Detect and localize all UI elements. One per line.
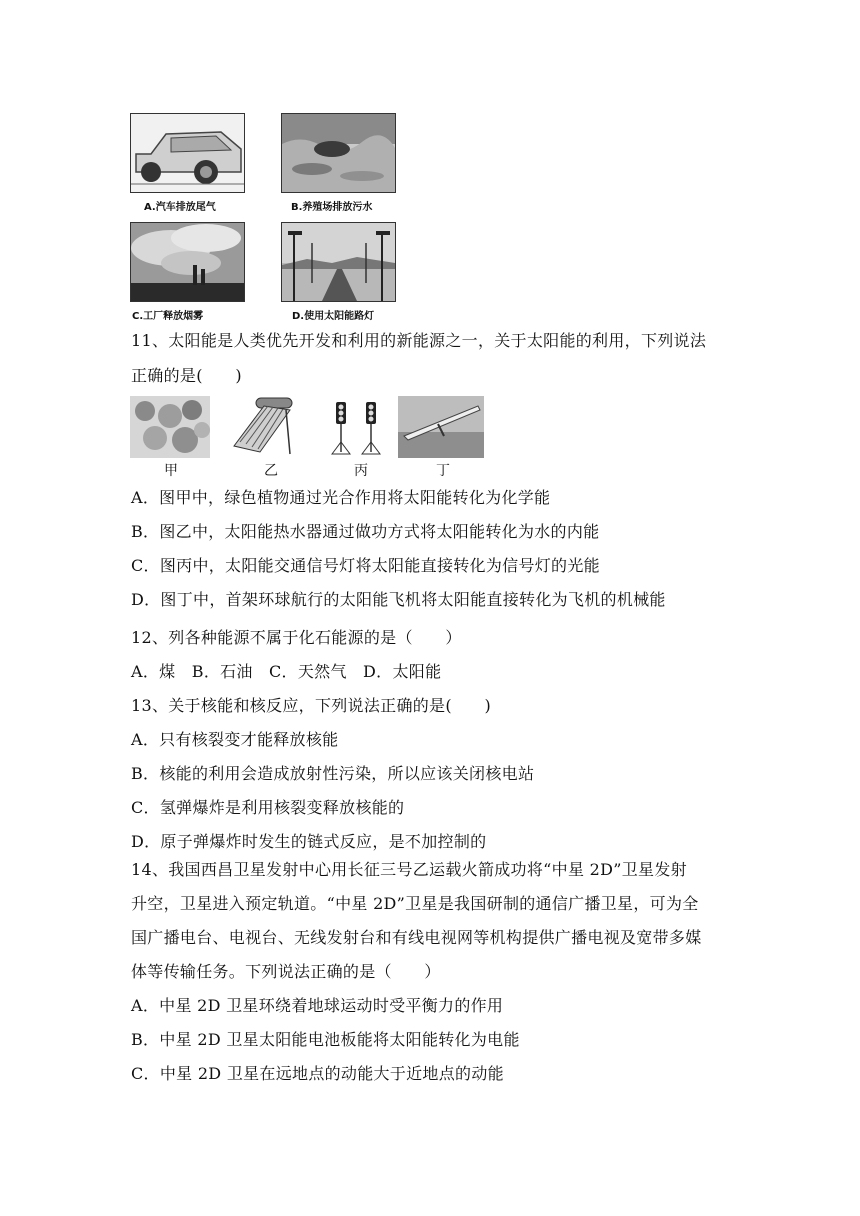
figure-caption: D.使用太阳能路灯 <box>292 311 375 322</box>
figure-car-exhaust <box>130 113 245 213</box>
q11-image-label: 乙 <box>264 463 278 479</box>
q14-option-c: C．中星 2D 卫星在远地点的动能大于近地点的动能 <box>131 1064 504 1083</box>
q14-option-b: B．中星 2D 卫星太阳能电池板能将太阳能转化为电能 <box>131 1030 520 1049</box>
q11-image-label: 甲 <box>164 463 178 479</box>
q12-stem: 12、列各种能源不属于化石能源的是（ ） <box>131 628 462 647</box>
q14-stem-line3: 国广播电台、电视台、无线发射台和有线电视网等机构提供广播电视及宽带多媒 <box>131 928 702 947</box>
q11-option-d: D．图丁中，首架环球航行的太阳能飞机将太阳能直接转化为飞机的机械能 <box>131 590 666 609</box>
q11-stem-line2: 正确的是( ) <box>131 366 242 385</box>
figure-caption: C.工厂释放烟雾 <box>132 311 204 322</box>
q11-option-a: A．图甲中，绿色植物通过光合作用将太阳能转化为化学能 <box>131 488 551 507</box>
green-plants-icon <box>130 396 210 458</box>
q11-option-b: B．图乙中，太阳能热水器通过做功方式将太阳能转化为水的内能 <box>131 522 600 541</box>
q13-option-c: C．氢弹爆炸是利用核裂变释放核能的 <box>131 798 405 817</box>
solar-water-heater-icon <box>230 396 294 458</box>
q14-stem-line1: 14、我国西昌卫星发射中心用长征三号乙运载火箭成功将“中星 2D”卫星发射 <box>131 860 687 879</box>
q11-figure-row <box>130 396 490 480</box>
q11-option-c: C．图丙中，太阳能交通信号灯将太阳能直接转化为信号灯的光能 <box>131 556 600 575</box>
car-icon <box>130 113 245 193</box>
figure-caption: A.汽车排放尾气 <box>144 202 216 213</box>
solar-streetlight-icon <box>281 222 396 302</box>
q13-option-d: D．原子弹爆炸时发生的链式反应，是不加控制的 <box>131 832 487 851</box>
figure-caption: B.养殖场排放污水 <box>291 202 373 213</box>
figure-factory-smoke <box>130 222 245 322</box>
q14-stem-line4: 体等传输任务。下列说法正确的是（ ） <box>131 962 441 981</box>
q11-image-label: 丁 <box>436 463 450 479</box>
figure-solar-streetlight <box>281 222 396 322</box>
figure-sewage <box>281 113 396 213</box>
q13-option-b: B．核能的利用会造成放射性污染，所以应该关闭核电站 <box>131 764 535 783</box>
q14-option-a: A．中星 2D 卫星环绕着地球运动时受平衡力的作用 <box>131 996 504 1015</box>
q13-stem: 13、关于核能和核反应，下列说法正确的是( ) <box>131 696 492 715</box>
factory-smoke-icon <box>130 222 245 302</box>
q14-stem-line2: 升空，卫星进入预定轨道。“中星 2D”卫星是我国研制的通信广播卫星，可为全 <box>131 894 699 913</box>
sewage-icon <box>281 113 396 193</box>
q12-options: A．煤 B．石油 C．天然气 D．太阳能 <box>131 662 442 681</box>
q11-image-label: 丙 <box>354 463 368 479</box>
solar-airplane-icon <box>398 396 484 458</box>
q11-stem-line1: 11、太阳能是人类优先开发和利用的新能源之一，关于太阳能的利用，下列说法 <box>131 331 707 350</box>
q13-option-a: A．只有核裂变才能释放核能 <box>131 730 339 749</box>
solar-traffic-light-icon <box>330 396 390 458</box>
